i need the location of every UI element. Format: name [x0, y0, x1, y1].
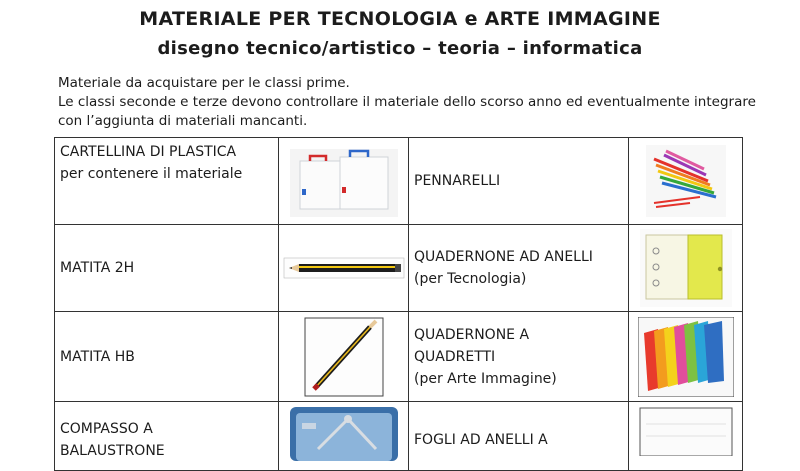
intro-line-1: Materiale da acquistare per le classi prime.: [58, 75, 350, 91]
item-name-markers: PENNARELLI: [409, 138, 629, 225]
table-row: [55, 138, 743, 225]
intro-line-3: con l’aggiunta di materiali mancanti.: [58, 113, 308, 129]
item-name-pencil-hb: MATITA HB: [55, 312, 279, 402]
ring-sheets-icon: [629, 402, 743, 471]
materials-table: [54, 137, 743, 471]
page-subtitle: disegno tecnico/artistico – teoria – informatica: [157, 38, 643, 59]
pencil-2h-icon: [279, 225, 409, 312]
page-title: MATERIALE PER TECNOLOGIA e ARTE IMMAGINE: [139, 8, 661, 30]
plastic-folder-icon: [279, 138, 409, 225]
item-name-ring-sheets: FOGLI AD ANELLI A: [409, 402, 629, 471]
table-row: [55, 225, 743, 312]
compass-case-icon: [279, 402, 409, 471]
notebooks-icon: [629, 312, 743, 402]
item-name-plastic-folder: CARTELLINA DI PLASTICA per contenere il materiale: [55, 138, 279, 225]
table-row: [55, 402, 743, 471]
item-name-squared-notebook: QUADERNONE A QUADRETTI (per Arte Immagine): [409, 312, 629, 402]
item-name-pencil-2h: MATITA 2H: [55, 225, 279, 312]
item-name-compass: COMPASSO A BALAUSTRONE: [55, 402, 279, 471]
ring-binder-icon: [629, 225, 743, 312]
item-name-ring-binder: QUADERNONE AD ANELLI (per Tecnologia): [409, 225, 629, 312]
intro-text: [58, 74, 756, 131]
pencil-hb-icon: [279, 312, 409, 402]
intro-line-2: Le classi seconde e terze devono controllare il materiale dello scorso anno ed eventualmente integrare: [58, 94, 756, 110]
markers-icon: [629, 138, 743, 225]
table-row: [55, 312, 743, 402]
